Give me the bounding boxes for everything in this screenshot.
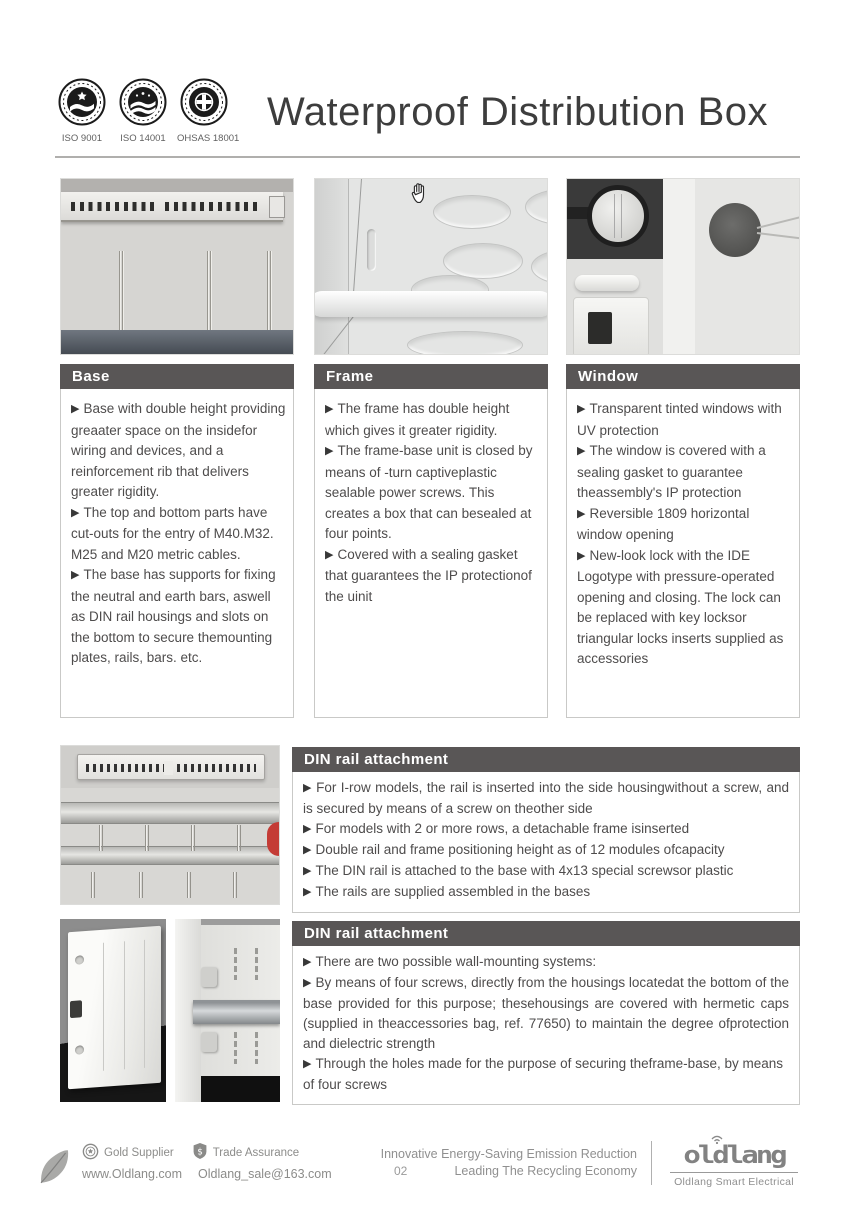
- feature-item: ▶ The base has supports for fixing the neutral and earth bars, aswell as DIN rail housings and slots on the bottom to secure themounting plates, rails, bars. etc.: [71, 567, 276, 665]
- company-logo: [666, 1138, 802, 1188]
- section-header-frame: [314, 364, 548, 389]
- bullet-arrow-icon: ▶: [577, 549, 586, 562]
- section-body-window: [566, 389, 800, 718]
- iso-14001-badge: [116, 78, 170, 144]
- feature-item: ▶ The window is covered with a sealing gasket to guarantee theassembly's IP protection: [577, 443, 766, 500]
- badge-label: OHSAS 18001: [177, 133, 240, 144]
- trade-assurance-icon: [192, 1142, 208, 1163]
- feature-item: ▶ Base with double height providing greaater space on the insidefor wiring and devices, and a reinforcement rib that delivers greater rigidity.: [71, 401, 286, 499]
- section-title: DIN rail attachment: [304, 925, 449, 942]
- ohsas-18001-badge: [177, 78, 240, 144]
- bullet-arrow-icon: ▶: [325, 548, 334, 561]
- section-title: Base: [72, 368, 110, 385]
- seal-icon: [117, 78, 169, 126]
- din-section-header: [292, 747, 800, 772]
- bullet-arrow-icon: ▶: [303, 1058, 312, 1070]
- din-section-header: [292, 921, 800, 946]
- slogan-line-2: Leading The Recycling Economy: [454, 1164, 637, 1178]
- iso-9001-badge: [55, 78, 109, 144]
- feature-item: ▶ By means of four screws, directly from the housings locatedat the bottom of the base provided for this purpose; thesehousings are covered with hermetic caps (supplied in theaccessories bag, ref. 77650) to maintain the degree ofprotection and dielectric strength: [303, 975, 790, 1051]
- section-title: Frame: [326, 368, 374, 385]
- feature-item: ▶ For I-row models, the rail is inserted into the side housingwithout a screw, and is secured by means of a screw on theother side: [303, 780, 789, 816]
- footer-right: [381, 1136, 802, 1190]
- email-text: Oldlang_sale@163.com: [198, 1167, 332, 1181]
- base-photo: [60, 178, 294, 355]
- badge-label: ISO 9001: [61, 133, 103, 144]
- din-rail-section-1: [292, 747, 800, 913]
- wall-mount-photo-left: [60, 919, 166, 1102]
- din-section-body: [292, 946, 800, 1105]
- din-rail-section-2: [292, 921, 800, 1105]
- feature-item: ▶ There are two possible wall-mounting systems:: [303, 954, 597, 969]
- bullet-arrow-icon: ▶: [325, 403, 334, 415]
- logo-rule: [670, 1172, 798, 1173]
- feature-item: ▶ Through the holes made for the purpose of securing theframe-base, by means of four screws: [303, 1056, 783, 1092]
- section-title: DIN rail attachment: [304, 751, 449, 768]
- bullet-arrow-icon: ▶: [577, 445, 586, 457]
- section-base: [60, 178, 294, 718]
- window-photo: [566, 178, 800, 355]
- bullet-arrow-icon: ▶: [303, 977, 312, 989]
- bullet-arrow-icon: ▶: [577, 507, 586, 520]
- section-body-base: [60, 389, 294, 718]
- feature-item: ▶ Double rail and frame positioning height as of 12 modules ofcapacity: [303, 842, 725, 857]
- seal-icon: [178, 78, 230, 126]
- gold-supplier-label: Gold Supplier: [104, 1146, 174, 1159]
- section-header-base: [60, 364, 294, 389]
- feature-item: ▶ For models with 2 or more rows, a detachable frame isinserted: [303, 821, 690, 836]
- bullet-arrow-icon: ▶: [303, 823, 312, 835]
- page-number: 02: [394, 1164, 408, 1178]
- slogan-line-1: Innovative Energy-Saving Emission Reduction: [380, 1147, 637, 1161]
- leaf-icon: [32, 1147, 77, 1190]
- certification-badges: [55, 78, 240, 144]
- bullet-arrow-icon: ▶: [71, 569, 80, 581]
- feature-item: ▶ The frame-base unit is closed by means of -turn captiveplastic sealable power screws. This creates a box that can besealed at four points.: [325, 443, 533, 541]
- feature-item: ▶ The top and bottom parts have cut-outs for the entry of M40.M32. M25 and M20 metric cables.: [71, 504, 274, 562]
- bullet-arrow-icon: ▶: [71, 506, 80, 519]
- trade-assurance-label: Trade Assurance: [212, 1146, 300, 1159]
- wall-mount-photo: [60, 919, 280, 1102]
- feature-item: ▶ Reversible 1809 horizontal window opening: [577, 505, 750, 542]
- din-rail-photo: [60, 745, 280, 905]
- wall-mount-photo-right: [175, 919, 280, 1102]
- website-text: www.Oldlang.com: [82, 1167, 183, 1181]
- company-slogan: [381, 1146, 637, 1180]
- logo-wordmark: oldlang: [683, 1141, 785, 1169]
- bullet-arrow-icon: ▶: [71, 403, 80, 415]
- din-section-body: [292, 772, 800, 913]
- logo-subtitle: Oldlang Smart Electrical: [674, 1176, 794, 1188]
- header-divider: [55, 156, 800, 158]
- feature-item: ▶ New-look lock with the IDE Logotype with pressure-operated opening and closing. The lock can be replaced with key locksor triangular locks inserts supplied as accessories: [577, 547, 784, 666]
- svg-text:$: $: [196, 1147, 203, 1158]
- hand-cursor: [410, 182, 428, 209]
- section-title: Window: [578, 368, 639, 385]
- section-frame: [314, 178, 548, 718]
- bullet-arrow-icon: ▶: [303, 956, 312, 968]
- feature-item: ▶ Transparent tinted windows with UV protection: [577, 401, 782, 438]
- bullet-arrow-icon: ▶: [303, 886, 312, 898]
- bullet-arrow-icon: ▶: [303, 782, 313, 794]
- feature-item: ▶ The rails are supplied assembled in the bases: [303, 884, 591, 899]
- bullet-arrow-icon: ▶: [303, 844, 312, 856]
- section-body-frame: [314, 389, 548, 718]
- feature-item: ▶ Covered with a sealing gasket that guarantees the IP protectionof the uinit: [325, 546, 532, 604]
- bullet-arrow-icon: ▶: [577, 403, 586, 415]
- feature-item: ▶ The DIN rail is attached to the base with 4x13 special screwsor plastic: [303, 863, 734, 878]
- section-header-window: [566, 364, 800, 389]
- frame-photo: [314, 178, 548, 355]
- seal-icon: [56, 78, 108, 126]
- page-title: Waterproof Distribution Box: [266, 90, 769, 134]
- feature-item: ▶ The frame has double height which gives it greater rigidity.: [325, 401, 510, 438]
- footer-left: [36, 1142, 332, 1181]
- section-window: [566, 178, 800, 718]
- gold-supplier-icon: [82, 1143, 99, 1163]
- bullet-arrow-icon: ▶: [325, 445, 334, 457]
- bullet-arrow-icon: ▶: [303, 865, 312, 877]
- badge-label: ISO 14001: [120, 133, 166, 144]
- footer-divider: [651, 1141, 652, 1185]
